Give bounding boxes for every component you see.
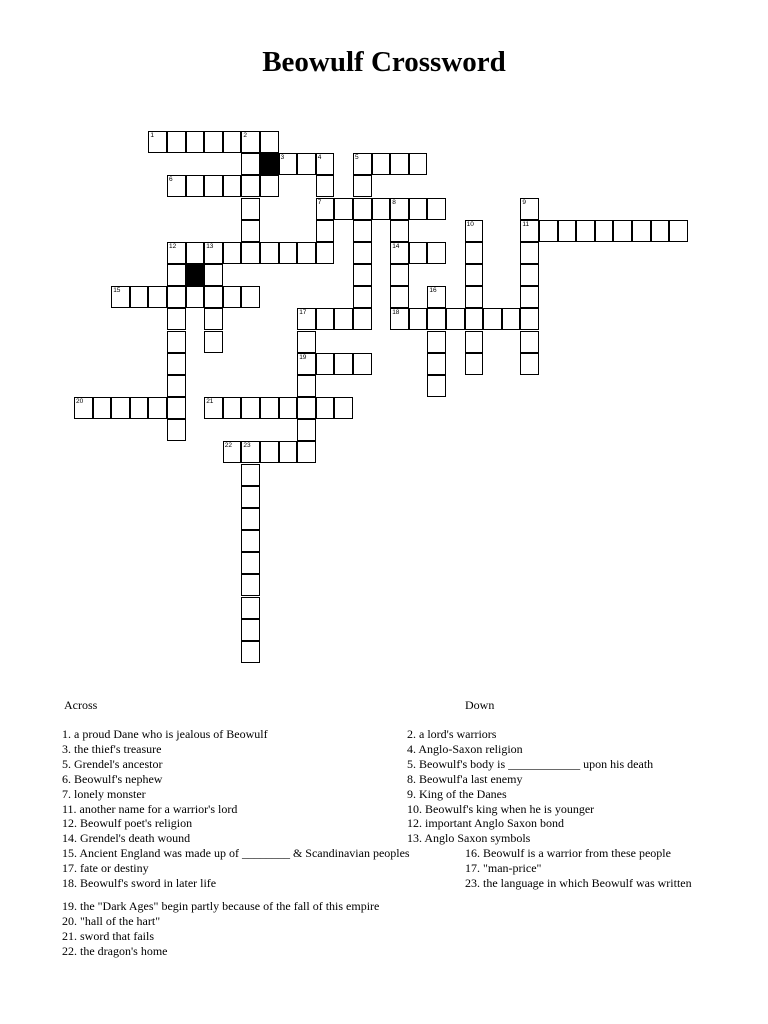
crossword-cell[interactable] (167, 131, 186, 153)
crossword-cell[interactable] (74, 397, 93, 419)
crossword-cell[interactable] (353, 286, 372, 308)
crossword-cell[interactable] (167, 308, 186, 330)
crossword-cell[interactable] (204, 175, 223, 197)
crossword-cell[interactable] (260, 131, 279, 153)
crossword-cell[interactable] (279, 153, 298, 175)
crossword-cell[interactable] (241, 286, 260, 308)
clue-number: 4 (317, 154, 322, 162)
black-square (186, 264, 205, 286)
crossword-cell[interactable] (204, 397, 223, 419)
crossword-cell[interactable] (167, 375, 186, 397)
crossword-cell[interactable] (111, 286, 130, 308)
clue-number: 7 (317, 198, 322, 206)
clue-number: 17 (299, 309, 307, 317)
crossword-cell[interactable] (632, 220, 651, 242)
clue-item: 12. important Anglo Saxon bond (407, 816, 564, 831)
crossword-cell[interactable] (297, 242, 316, 264)
crossword-cell[interactable] (186, 131, 205, 153)
crossword-cell[interactable] (483, 308, 502, 330)
crossword-cell[interactable] (241, 530, 260, 552)
crossword-cell[interactable] (520, 331, 539, 353)
clue-item: 16. Beowulf is a warrior from these people (465, 846, 671, 861)
crossword-cell[interactable] (186, 242, 205, 264)
crossword-cell[interactable] (223, 242, 242, 264)
clue-number: 20 (76, 398, 84, 406)
crossword-cell[interactable] (427, 353, 446, 375)
crossword-cell[interactable] (651, 220, 670, 242)
crossword-cell[interactable] (223, 286, 242, 308)
clue-number: 3 (280, 154, 285, 162)
crossword-cell[interactable] (223, 441, 242, 463)
crossword-cell[interactable] (595, 220, 614, 242)
clue-number: 12 (169, 242, 177, 250)
crossword-cell[interactable] (520, 264, 539, 286)
crossword-cell[interactable] (520, 242, 539, 264)
crossword-cell[interactable] (204, 264, 223, 286)
crossword-cell[interactable] (130, 286, 149, 308)
crossword-cell[interactable] (353, 175, 372, 197)
crossword-cell[interactable] (260, 175, 279, 197)
crossword-cell[interactable] (241, 464, 260, 486)
crossword-cell[interactable] (669, 220, 688, 242)
crossword-cell[interactable] (241, 242, 260, 264)
clue-item: 8. Beowulf'a last enemy (407, 771, 523, 786)
page-title: Beowulf Crossword (262, 46, 506, 78)
crossword-cell[interactable] (316, 397, 335, 419)
crossword-cell[interactable] (148, 131, 167, 153)
crossword-cell[interactable] (613, 220, 632, 242)
crossword-cell[interactable] (427, 308, 446, 330)
crossword-cell[interactable] (204, 242, 223, 264)
clue-number: 1 (150, 132, 155, 139)
crossword-cell[interactable] (260, 242, 279, 264)
crossword-cell[interactable] (204, 286, 223, 308)
clue-item: 11. another name for a warrior's lord (62, 801, 238, 816)
crossword-cell[interactable] (576, 220, 595, 242)
crossword-cell[interactable] (186, 286, 205, 308)
crossword-cell[interactable] (111, 397, 130, 419)
clue-number: 19 (299, 353, 307, 361)
crossword-cell[interactable] (241, 198, 260, 220)
clue-number: 6 (169, 176, 173, 184)
crossword-cell[interactable] (241, 486, 260, 508)
crossword-cell[interactable] (148, 286, 167, 308)
crossword-cell[interactable] (520, 220, 539, 242)
clue-item: 17. fate or destiny (62, 861, 149, 876)
crossword-cell[interactable] (297, 331, 316, 353)
crossword-cell[interactable] (353, 242, 372, 264)
crossword-cell[interactable] (353, 153, 372, 175)
crossword-cell[interactable] (353, 353, 372, 375)
clue-number: 2 (243, 132, 248, 139)
crossword-cell[interactable] (390, 286, 409, 308)
clue-number: 13 (206, 242, 214, 250)
crossword-cell[interactable] (465, 286, 484, 308)
crossword-cell[interactable] (465, 331, 484, 353)
crossword-cell[interactable] (409, 242, 428, 264)
crossword-cell[interactable] (427, 242, 446, 264)
crossword-cell[interactable] (167, 353, 186, 375)
crossword-cell[interactable] (297, 308, 316, 330)
crossword-cell[interactable] (316, 153, 335, 175)
crossword-cell[interactable] (390, 153, 409, 175)
crossword-cell[interactable] (241, 131, 260, 153)
clue-number: 14 (392, 242, 400, 250)
crossword-cell[interactable] (241, 619, 260, 641)
clue-number: 11 (522, 220, 530, 228)
clue-item: 6. Beowulf's nephew (62, 771, 163, 786)
across-heading: Across (64, 698, 98, 712)
crossword-cell[interactable] (390, 308, 409, 330)
crossword-cell[interactable] (297, 441, 316, 463)
crossword-cell[interactable] (520, 353, 539, 375)
crossword-cell[interactable] (297, 375, 316, 397)
crossword-cell[interactable] (241, 508, 260, 530)
crossword-cell[interactable] (520, 286, 539, 308)
crossword-cell[interactable] (223, 397, 242, 419)
crossword-cell[interactable] (390, 242, 409, 264)
crossword-cell[interactable] (520, 198, 539, 220)
clue-item: 14. Grendel's death wound (62, 831, 191, 846)
clue-item: 5. Grendel's ancestor (62, 756, 163, 771)
clue-number: 8 (392, 198, 396, 206)
crossword-cell[interactable] (241, 552, 260, 574)
crossword-cell[interactable] (316, 308, 335, 330)
crossword-cell[interactable] (167, 264, 186, 286)
clue-item: 19. the "Dark Ages" begin partly because of the fall of this empire (62, 898, 380, 913)
clue-item: 21. sword that fails (62, 928, 154, 943)
crossword-cell[interactable] (353, 264, 372, 286)
crossword-cell[interactable] (465, 353, 484, 375)
crossword-cell[interactable] (353, 220, 372, 242)
crossword-cell[interactable] (409, 198, 428, 220)
clue-number: 21 (206, 398, 214, 406)
crossword-cell[interactable] (241, 441, 260, 463)
clue-item: 5. Beowulf's body is ____________ upon his death (407, 756, 654, 771)
clue-number: 23 (243, 442, 251, 450)
crossword-cell[interactable] (279, 242, 298, 264)
clue-number: 15 (113, 287, 121, 295)
crossword-cell[interactable] (93, 397, 112, 419)
crossword-cell[interactable] (334, 198, 353, 220)
clue-item: 9. King of the Danes (407, 786, 507, 801)
crossword-cell[interactable] (465, 242, 484, 264)
crossword-cell[interactable] (390, 264, 409, 286)
crossword-cell[interactable] (502, 308, 521, 330)
crossword-cell[interactable] (241, 220, 260, 242)
crossword-cell[interactable] (167, 397, 186, 419)
crossword-cell[interactable] (241, 641, 260, 663)
crossword-cell[interactable] (167, 331, 186, 353)
clue-item: 23. the language in which Beowulf was written (465, 876, 692, 891)
clue-number: 22 (224, 442, 233, 450)
crossword-cell[interactable] (148, 397, 167, 419)
crossword-cell[interactable] (372, 153, 391, 175)
clue-item: 2. a lord's warriors (407, 727, 497, 741)
clue-item: 18. Beowulf's sword in later life (62, 876, 217, 891)
clue-number: 16 (429, 287, 437, 295)
crossword-cell[interactable] (465, 220, 484, 242)
crossword-cell[interactable] (167, 286, 186, 308)
crossword-cell[interactable] (316, 198, 335, 220)
crossword-cell[interactable] (353, 308, 372, 330)
crossword-cell[interactable] (465, 308, 484, 330)
crossword-cell[interactable] (446, 308, 465, 330)
crossword-cell[interactable] (167, 175, 186, 197)
crossword-cell[interactable] (260, 397, 279, 419)
clue-number: 9 (522, 198, 527, 206)
crossword-cell[interactable] (297, 397, 316, 419)
crossword-cell[interactable] (334, 308, 353, 330)
crossword-cell[interactable] (334, 353, 353, 375)
crossword-cell[interactable] (241, 574, 260, 596)
crossword-cell[interactable] (539, 220, 558, 242)
clue-item: 15. Ancient England was made up of ________ & Scandinavian peoples (62, 846, 410, 861)
crossword-cell[interactable] (167, 242, 186, 264)
crossword-cell[interactable] (260, 441, 279, 463)
crossword-cell[interactable] (316, 220, 335, 242)
crossword-cell[interactable] (334, 397, 353, 419)
clue-item: 1. a proud Dane who is jealous of Beowulf (62, 727, 268, 741)
crossword-cell[interactable] (409, 153, 428, 175)
crossword-cell[interactable] (297, 353, 316, 375)
crossword-cell[interactable] (297, 419, 316, 441)
crossword-cell[interactable] (316, 175, 335, 197)
clue-item: 17. "man-price" (465, 861, 542, 876)
crossword-cell[interactable] (167, 419, 186, 441)
clue-item: 13. Anglo Saxon symbols (407, 831, 531, 846)
crossword-cell[interactable] (427, 286, 446, 308)
crossword-cell[interactable] (520, 308, 539, 330)
crossword-cell[interactable] (241, 397, 260, 419)
down-heading: Down (465, 698, 495, 712)
crossword-cell[interactable] (390, 198, 409, 220)
crossword-cell[interactable] (241, 597, 260, 619)
crossword-cell[interactable] (297, 153, 316, 175)
crossword-cell[interactable] (558, 220, 577, 242)
crossword-cell[interactable] (204, 308, 223, 330)
crossword-cell[interactable] (204, 131, 223, 153)
crossword-cell[interactable] (186, 175, 205, 197)
clue-item: 7. lonely monster (62, 786, 146, 801)
crossword-cell[interactable] (223, 175, 242, 197)
crossword-cell[interactable] (316, 353, 335, 375)
crossword-cell[interactable] (372, 198, 391, 220)
crossword-cell[interactable] (353, 198, 372, 220)
crossword-cell[interactable] (279, 441, 298, 463)
clue-item: 3. the thief's treasure (62, 741, 162, 756)
black-square (260, 153, 279, 175)
crossword-cell[interactable] (130, 397, 149, 419)
clue-item: 22. the dragon's home (62, 943, 168, 958)
clue-item: 12. Beowulf poet's religion (62, 816, 193, 831)
down-clue-list (407, 727, 692, 891)
crossword-cell[interactable] (204, 331, 223, 353)
clue-item: 20. "hall of the hart" (62, 913, 161, 928)
crossword-cell[interactable] (390, 220, 409, 242)
crossword-cell[interactable] (409, 308, 428, 330)
crossword-cell[interactable] (427, 331, 446, 353)
crossword-cell[interactable] (316, 242, 335, 264)
crossword-cell[interactable] (241, 175, 260, 197)
crossword-cell[interactable] (427, 375, 446, 397)
clue-number: 5 (355, 154, 359, 162)
crossword-cell[interactable] (279, 397, 298, 419)
clue-number: 10 (466, 220, 474, 228)
crossword-cell[interactable] (223, 131, 242, 153)
crossword-cell[interactable] (427, 198, 446, 220)
clue-number: 18 (392, 309, 400, 317)
across-clue-list (62, 727, 410, 959)
crossword-cell[interactable] (465, 264, 484, 286)
crossword-cell[interactable] (241, 153, 260, 175)
clue-item: 4. Anglo-Saxon religion (407, 741, 523, 756)
clue-item: 10. Beowulf's king when he is younger (407, 801, 595, 816)
